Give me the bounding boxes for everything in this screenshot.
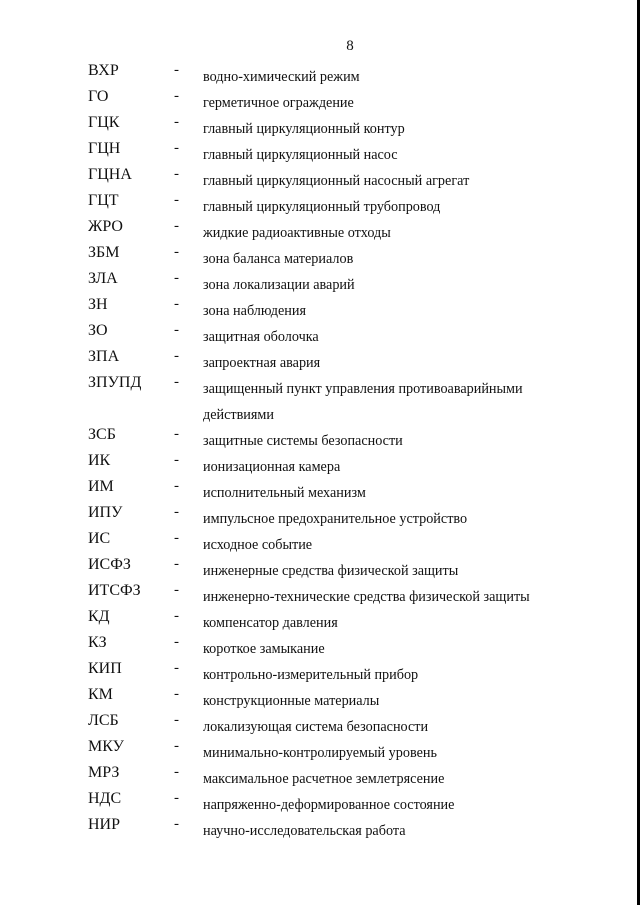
definition: локализующая система безопасности <box>203 719 429 735</box>
definition: научно-исследовательская работа <box>203 823 406 839</box>
list-item <box>0 708 640 734</box>
dash-separator: - <box>174 270 179 286</box>
abbreviation: ИТСФЗ <box>88 582 141 599</box>
abbreviation-list <box>0 58 640 838</box>
definition: короткое замыкание <box>203 641 325 657</box>
dash-separator: - <box>174 452 179 468</box>
definition: зона наблюдения <box>203 303 306 319</box>
dash-separator: - <box>174 556 179 572</box>
dash-separator: - <box>174 88 179 104</box>
abbreviation: ИМ <box>88 478 114 495</box>
dash-separator: - <box>174 426 179 442</box>
dash-separator: - <box>174 192 179 208</box>
definition: напряженно-деформированное состояние <box>203 797 455 813</box>
list-item <box>0 448 640 474</box>
dash-separator: - <box>174 322 179 338</box>
abbreviation: ЗСБ <box>88 426 116 443</box>
list-item <box>0 604 640 630</box>
abbreviation: МРЗ <box>88 764 120 781</box>
dash-separator: - <box>174 374 179 390</box>
dash-separator: - <box>174 218 179 234</box>
dash-separator: - <box>174 140 179 156</box>
list-item <box>0 188 640 214</box>
definition: главный циркуляционный трубопровод <box>203 199 441 215</box>
definition: инженерно-технические средства физической защиты <box>203 589 530 605</box>
list-item <box>0 318 640 344</box>
list-item <box>0 578 640 604</box>
abbreviation: МКУ <box>88 738 124 755</box>
abbreviation: ЗБМ <box>88 244 120 261</box>
definition: ионизационная камера <box>203 459 341 475</box>
abbreviation: КИП <box>88 660 122 677</box>
dash-separator: - <box>174 244 179 260</box>
definition: контрольно-измерительный прибор <box>203 667 419 683</box>
list-item <box>0 760 640 786</box>
definition: исходное событие <box>203 537 313 553</box>
dash-separator: - <box>174 582 179 598</box>
abbreviation: ИСФЗ <box>88 556 131 573</box>
definition: максимальное расчетное землетрясение <box>203 771 445 787</box>
abbreviation: ЗЛА <box>88 270 118 287</box>
definition: исполнительный механизм <box>203 485 366 501</box>
list-item <box>0 370 640 422</box>
dash-separator: - <box>174 166 179 182</box>
abbreviation: КМ <box>88 686 113 703</box>
definition: компенсатор давления <box>203 615 338 631</box>
dash-separator: - <box>174 738 179 754</box>
definition: конструкционные материалы <box>203 693 380 709</box>
list-item <box>0 422 640 448</box>
definition: жидкие радиоактивные отходы <box>203 225 391 241</box>
list-item <box>0 136 640 162</box>
list-item <box>0 162 640 188</box>
dash-separator: - <box>174 62 179 78</box>
abbreviation: ИС <box>88 530 111 547</box>
page-number: 8 <box>346 38 354 54</box>
definition: защищенный пункт управления противоаварийными действиями <box>203 381 523 423</box>
abbreviation: ВХР <box>88 62 119 79</box>
definition: инженерные средства физической защиты <box>203 563 459 579</box>
abbreviation: ЗПА <box>88 348 120 365</box>
list-item <box>0 552 640 578</box>
dash-separator: - <box>174 504 179 520</box>
list-item <box>0 786 640 812</box>
definition: защитная оболочка <box>203 329 319 345</box>
definition: главный циркуляционный насос <box>203 147 398 163</box>
dash-separator: - <box>174 764 179 780</box>
abbreviation: ИПУ <box>88 504 123 521</box>
abbreviation: ГЦК <box>88 114 120 131</box>
abbreviation: КЗ <box>88 634 107 651</box>
list-item <box>0 110 640 136</box>
abbreviation: ИК <box>88 452 111 469</box>
list-item <box>0 214 640 240</box>
list-item <box>0 656 640 682</box>
abbreviation: ЛСБ <box>88 712 119 729</box>
abbreviation: НИР <box>88 816 121 833</box>
abbreviation: ГО <box>88 88 109 105</box>
abbreviation: ГЦТ <box>88 192 119 209</box>
list-item <box>0 344 640 370</box>
dash-separator: - <box>174 816 179 832</box>
abbreviation: ГЦНА <box>88 166 132 183</box>
list-item <box>0 240 640 266</box>
definition: защитные системы безопасности <box>203 433 403 449</box>
abbreviation: ГЦН <box>88 140 121 157</box>
list-item <box>0 682 640 708</box>
abbreviation: КД <box>88 608 110 625</box>
dash-separator: - <box>174 296 179 312</box>
definition: минимально-контролируемый уровень <box>203 745 437 761</box>
definition: главный циркуляционный контур <box>203 121 405 137</box>
list-item <box>0 812 640 838</box>
list-item <box>0 84 640 110</box>
dash-separator: - <box>174 712 179 728</box>
list-item <box>0 630 640 656</box>
definition: запроектная авария <box>203 355 321 371</box>
definition: главный циркуляционный насосный агрегат <box>203 173 470 189</box>
definition: зона баланса материалов <box>203 251 354 267</box>
abbreviation: ЗН <box>88 296 108 313</box>
dash-separator: - <box>174 608 179 624</box>
dash-separator: - <box>174 634 179 650</box>
definition: зона локализации аварий <box>203 277 355 293</box>
definition: водно-химический режим <box>203 69 360 85</box>
list-item <box>0 734 640 760</box>
list-item <box>0 292 640 318</box>
abbreviation: ЖРО <box>88 218 123 235</box>
dash-separator: - <box>174 790 179 806</box>
dash-separator: - <box>174 478 179 494</box>
list-item <box>0 526 640 552</box>
list-item <box>0 58 640 84</box>
dash-separator: - <box>174 686 179 702</box>
dash-separator: - <box>174 530 179 546</box>
abbreviation: ЗПУПД <box>88 374 142 391</box>
dash-separator: - <box>174 114 179 130</box>
dash-separator: - <box>174 348 179 364</box>
dash-separator: - <box>174 660 179 676</box>
definition: импульсное предохранительное устройство <box>203 511 468 527</box>
abbreviation: НДС <box>88 790 122 807</box>
abbreviation: ЗО <box>88 322 108 339</box>
definition: герметичное ограждение <box>203 95 354 111</box>
list-item <box>0 474 640 500</box>
list-item <box>0 266 640 292</box>
list-item <box>0 500 640 526</box>
